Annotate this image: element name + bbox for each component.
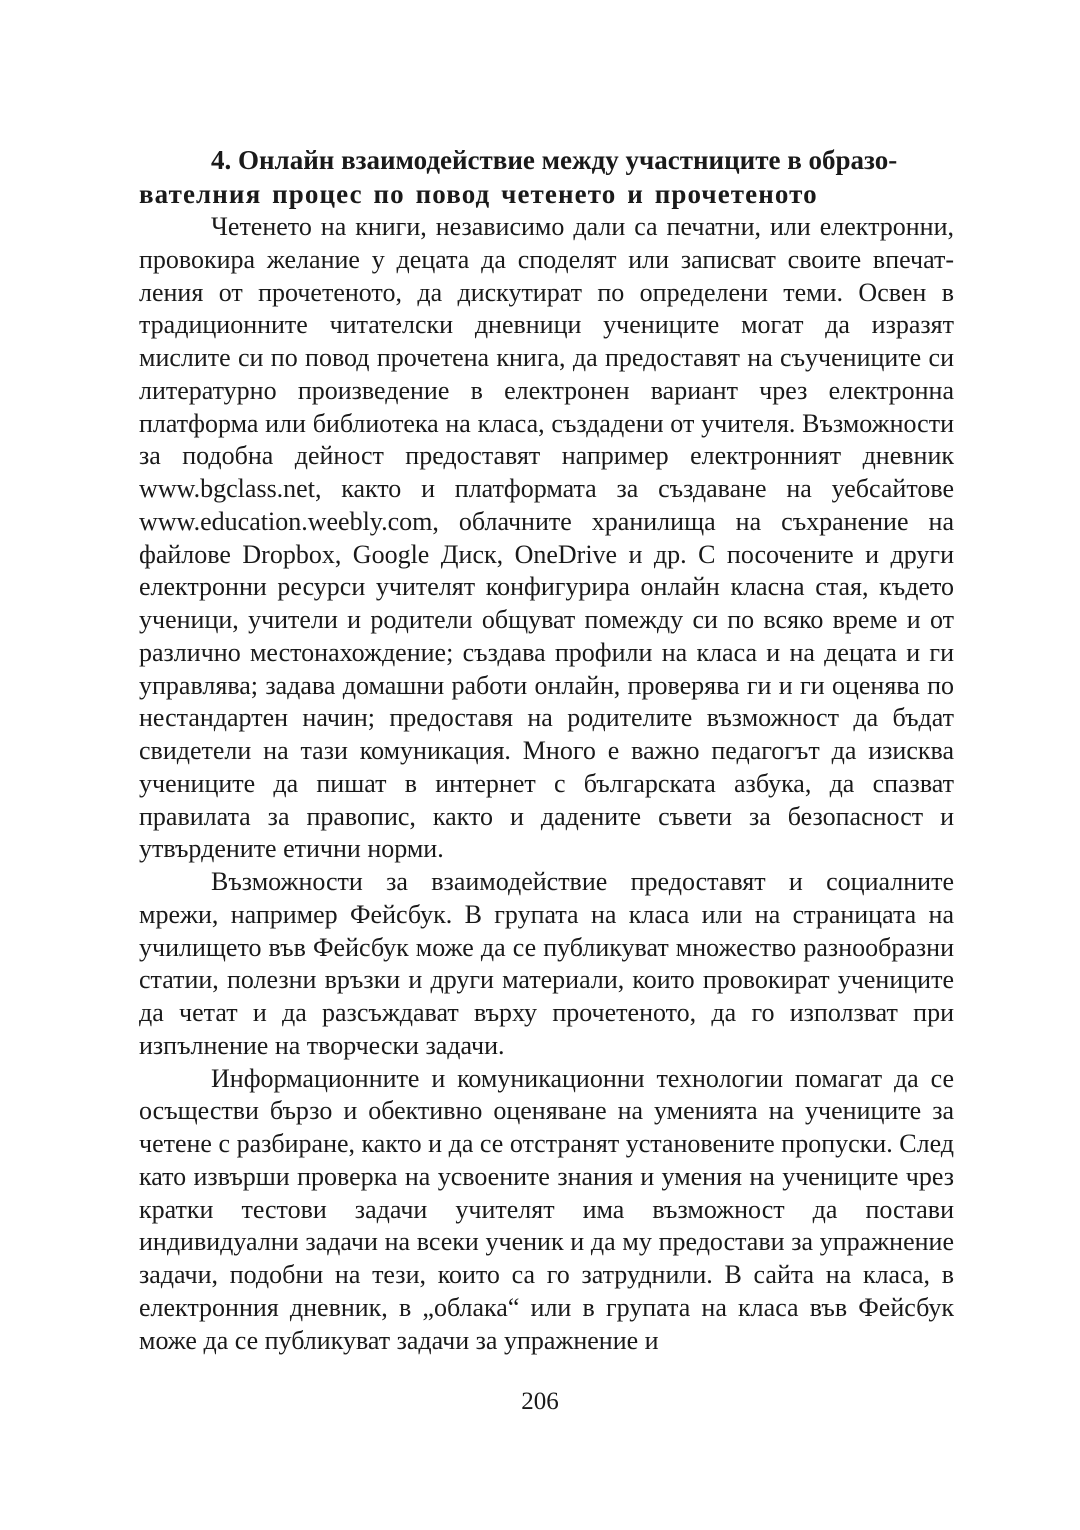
section-heading-line-1: 4. Онлайн взаимодействие между участниците в образо-	[211, 145, 898, 175]
paragraph-1: Четенето на книги, независимо дали са печатни, или електронни, провокира желание у децата да споделят или записват своите впечатления от прочетеното, да дискутират по определени теми. Освен в традиционните читателски дневници учениците могат да изразят мислите си по повод прочетена книга, да предоставят на съучениците си литературно произведение в електронен вариант чрез електронна платформа или библиотека на класа, създадени от учителя. Възможности за подобна дейност предоставят например електронният дневник www.bgclass.net, както и платформата за създаване на уебсайтове www.education.weebly.com, облачните хранилища на съхранение на файлове Dropbox, Google Диск, OneDrive и др. С посочените и други електронни ресурси учителят конфигурира онлайн класна стая, където ученици, учители и родители общуват помежду си по всяко време и от различно местонахождение; създава профили на класа и на децата и ги управлява; задава домашни работи онлайн, проверява ги и ги оценява по нестандартен начин; предоставя на родителите възможност да бъдат свидетели на тази комуникация. Много е важно педагогът да изисква учениците да пишат в интернет с българската азбука, да спазват правилата за правопис, както и дадените съвети за безопасност и утвърдените етични норми.	[139, 212, 954, 864]
section-heading	[139, 143, 954, 211]
paragraph-3: Информационните и комуникационни технологии помагат да се осъществи бързо и обективно оценяване на уменията на учениците за четене с разбиране, както и да се отстранят установените пропуски. След като извърши проверка на усвоените знания и умения на учениците чрез кратки тестови задачи учителят има възможност да постави индивидуални задачи на всеки ученик и да му предостави за упражнение задачи, подобни на тези, които са го затруднили. В сайта на класа, в електронния дневник, в „облака“ или в групата на класа във Фейсбук може да се публикуват задачи за упражнение и	[139, 1063, 954, 1355]
page-number: 206	[521, 1388, 559, 1415]
paragraph-2: Възможности за взаимодействие предоставят и социалните мрежи, например Фейсбук. В групата на класа или на страницата на училището във Фейсбук може да се публикуват множество разнообразни статии, полезни връзки и други материали, които провокират учениците да четат и да разсъждават върху прочетеното, да го използват при изпълнение на творчески задачи.	[139, 867, 954, 1060]
section-heading-line-2: вателния процес по повод четенето и прочетеното	[139, 179, 818, 209]
page-content	[139, 143, 954, 1357]
